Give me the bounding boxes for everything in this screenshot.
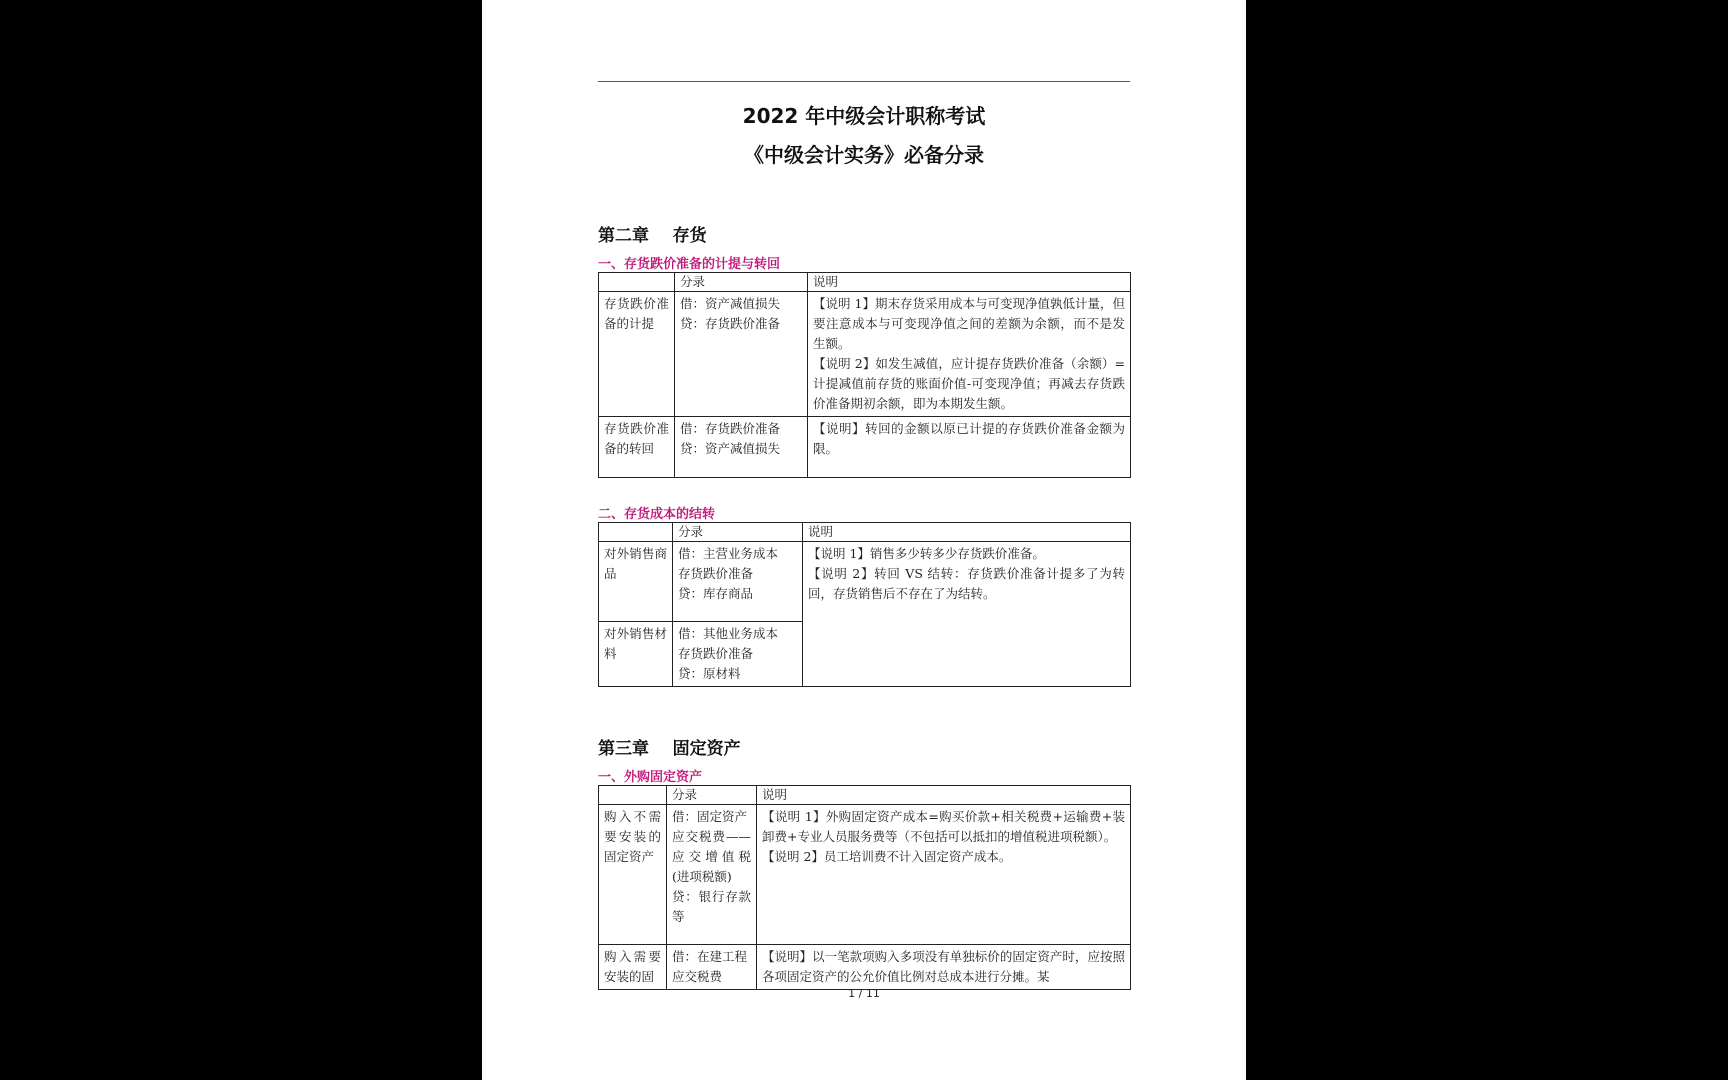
chapter-2-section-1-title: 一、存货跌价准备的计提与转回 (598, 257, 781, 272)
note-text: 【说明 2】如发生减值，应计提存货跌价准备（余额）=计提减值前存货的账面价值-可变现净值；再减去存货跌价准备期初余额，即为本期发生额。 (813, 356, 1125, 411)
item-cell: 购入需要安装的固 (599, 945, 667, 990)
entry-line: 应交税费——应交增值税(进项税额) (672, 829, 751, 884)
item-cell: 存货跌价准备的计提 (599, 292, 675, 417)
notes-cell (808, 417, 1131, 478)
entry-line: 借：固定资产 (672, 809, 748, 824)
item-cell: 对外销售材料 (599, 622, 673, 687)
page-number: 1 / 11 (848, 987, 880, 1000)
header-cell: 分录 (673, 523, 803, 542)
table-row (599, 417, 1131, 478)
header-cell: 说明 (757, 786, 1131, 805)
entry-line: 贷：资产减值损失 (680, 441, 781, 456)
table-row (599, 805, 1131, 945)
note-text: 【说明】转回的金额以原已计提的存货跌价准备金额为限。 (813, 421, 1125, 456)
entry-line: 应交税费 (672, 969, 723, 984)
entry-line: 贷：存货跌价准备 (680, 316, 781, 331)
document-title-line-2: 《中级会计实务》必备分录 (744, 143, 984, 167)
document-page (482, 0, 1246, 1080)
table-row (599, 292, 1131, 417)
item-cell: 对外销售商品 (599, 542, 673, 622)
note-text: 【说明 1】外购固定资产成本=购买价款+相关税费+运输费+装卸费+专业人员服务费等（不包括可以抵扣的增值税进项税额）。 (762, 809, 1125, 844)
entry-line: 借：资产减值损失 (680, 296, 781, 311)
chapter-2-heading: 第二章 存货 (598, 226, 707, 246)
entry-cell (675, 292, 808, 417)
purchased-fixed-assets-table (598, 785, 1131, 990)
entry-line: 借：其他业务成本 (678, 626, 779, 641)
header-cell: 分录 (675, 273, 808, 292)
chapter-3-section-1-title: 一、外购固定资产 (598, 770, 703, 785)
entry-line: 贷：原材料 (678, 666, 741, 681)
table-header-row (599, 786, 1131, 805)
entry-cell (667, 945, 757, 990)
document-title-line-1: 2022 年中级会计职称考试 (742, 104, 986, 128)
entry-line: 存货跌价准备 (678, 646, 754, 661)
chapter-3-heading: 第三章 固定资产 (598, 739, 741, 759)
entry-line: 贷：银行存款等 (672, 889, 751, 924)
header-cell: 说明 (803, 523, 1131, 542)
header-cell (599, 273, 675, 292)
inventory-impairment-table (598, 272, 1131, 478)
note-text: 【说明 2】转回 VS 结转：存货跌价准备计提多了为转回，存货销售后不存在了为结转。 (808, 566, 1125, 601)
chapter-2-section-2-title: 二、存货成本的结转 (598, 507, 716, 522)
entry-cell (675, 417, 808, 478)
item-cell: 存货跌价准备的转回 (599, 417, 675, 478)
item-cell: 购入不需要安装的固定资产 (599, 805, 667, 945)
header-cell: 说明 (808, 273, 1131, 292)
notes-cell (808, 292, 1131, 417)
entry-cell (673, 622, 803, 687)
header-rule (598, 81, 1130, 82)
header-cell: 分录 (667, 786, 757, 805)
entry-line: 贷：库存商品 (678, 586, 754, 601)
entry-line: 存货跌价准备 (678, 566, 754, 581)
entry-cell (673, 542, 803, 622)
note-text: 【说明】以一笔款项购入多项没有单独标价的固定资产时，应按照各项固定资产的公允价值比例对总成本进行分摊。某 (762, 949, 1125, 984)
entry-line: 借：存货跌价准备 (680, 421, 781, 436)
notes-cell (757, 945, 1131, 990)
header-cell (599, 523, 673, 542)
entry-line: 借：在建工程 (672, 949, 748, 964)
inventory-cost-carryover-table (598, 522, 1131, 687)
notes-cell (757, 805, 1131, 945)
header-cell (599, 786, 667, 805)
table-header-row (599, 273, 1131, 292)
note-text: 【说明 2】员工培训费不计入固定资产成本。 (762, 849, 1012, 864)
table-row (599, 945, 1131, 990)
entry-cell (667, 805, 757, 945)
table-row (599, 542, 1131, 622)
note-text: 【说明 1】销售多少转多少存货跌价准备。 (808, 546, 1045, 561)
entry-line: 借：主营业务成本 (678, 546, 779, 561)
table-header-row (599, 523, 1131, 542)
note-text: 【说明 1】期末存货采用成本与可变现净值孰低计量，但要注意成本与可变现净值之间的差额为余额，而不是发生额。 (813, 296, 1125, 351)
notes-cell (803, 542, 1131, 687)
